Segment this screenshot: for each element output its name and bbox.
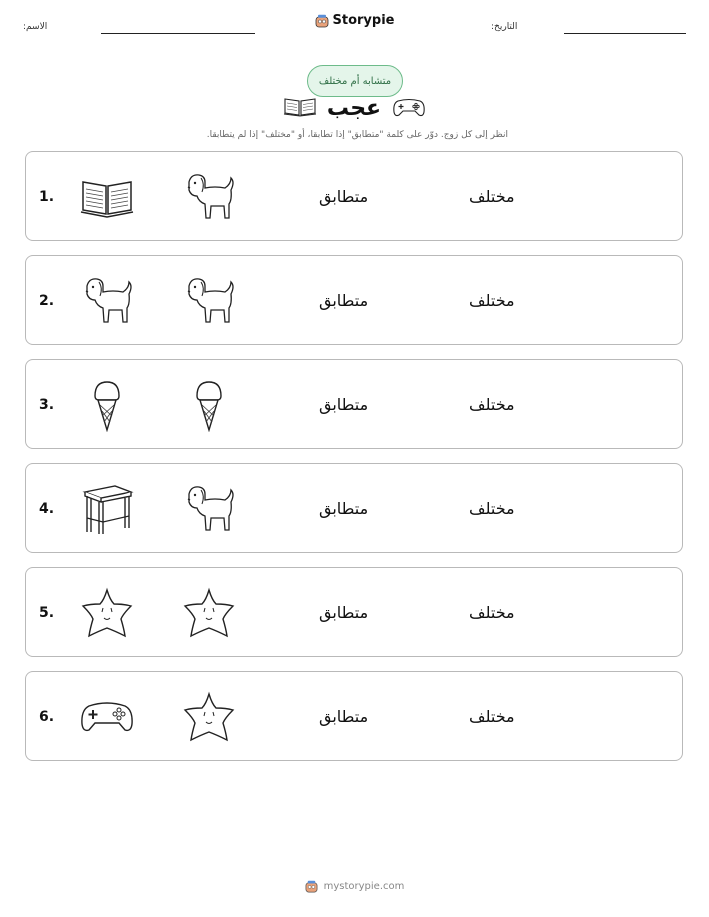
game-controller-icon bbox=[392, 95, 426, 119]
different-option[interactable]: مختلف bbox=[469, 187, 515, 206]
brand bbox=[0, 13, 709, 28]
book-icon bbox=[283, 94, 317, 118]
dog-icon bbox=[181, 170, 237, 224]
game-controller-icon bbox=[79, 690, 135, 744]
footer-url[interactable]: mystorypie.com bbox=[323, 881, 405, 892]
different-option[interactable]: مختلف bbox=[469, 499, 515, 518]
same-option[interactable]: متطابق bbox=[319, 707, 369, 726]
star-icon bbox=[181, 690, 237, 744]
row-number: 4. bbox=[39, 501, 55, 517]
exercise-row-3 bbox=[25, 359, 683, 449]
desk-icon bbox=[79, 482, 135, 536]
different-option[interactable]: مختلف bbox=[469, 603, 515, 622]
row-number: 5. bbox=[39, 605, 55, 621]
different-option[interactable]: مختلف bbox=[469, 291, 515, 310]
dog-icon bbox=[181, 274, 237, 328]
dog-icon bbox=[79, 274, 135, 328]
exercise-row-2 bbox=[25, 255, 683, 345]
footer bbox=[0, 880, 709, 893]
date-label: التاريخ: bbox=[491, 22, 518, 32]
storypie-logo-icon bbox=[315, 14, 329, 28]
ice-cream-icon bbox=[181, 378, 237, 432]
same-option[interactable]: متطابق bbox=[319, 187, 369, 206]
topic-badge: متشابه أم مختلف bbox=[307, 65, 403, 97]
different-option[interactable]: مختلف bbox=[469, 395, 515, 414]
storypie-logo-icon bbox=[305, 880, 318, 893]
exercise-row-1 bbox=[25, 151, 683, 241]
ice-cream-icon bbox=[79, 378, 135, 432]
exercise-row-4 bbox=[25, 463, 683, 553]
date-line[interactable] bbox=[564, 33, 686, 34]
different-option[interactable]: مختلف bbox=[469, 707, 515, 726]
row-number: 6. bbox=[39, 709, 55, 725]
star-icon bbox=[181, 586, 237, 640]
row-number: 2. bbox=[39, 293, 55, 309]
row-number: 1. bbox=[39, 189, 55, 205]
instructions: انظر إلى كل زوج. دوّر على كلمة "متطابق" إذا تطابقا، أو "مختلف" إذا لم يتطابقا. bbox=[206, 130, 508, 140]
page-title: عجب bbox=[326, 96, 382, 121]
name-line[interactable] bbox=[101, 33, 255, 34]
exercise-row-5 bbox=[25, 567, 683, 657]
star-icon bbox=[79, 586, 135, 640]
same-option[interactable]: متطابق bbox=[319, 499, 369, 518]
same-option[interactable]: متطابق bbox=[319, 291, 369, 310]
exercise-row-6 bbox=[25, 671, 683, 761]
row-number: 3. bbox=[39, 397, 55, 413]
same-option[interactable]: متطابق bbox=[319, 603, 369, 622]
dog-icon bbox=[181, 482, 237, 536]
brand-name: Storypie bbox=[332, 13, 395, 28]
name-label: الاسم: bbox=[23, 22, 48, 32]
book-icon bbox=[79, 170, 135, 224]
same-option[interactable]: متطابق bbox=[319, 395, 369, 414]
